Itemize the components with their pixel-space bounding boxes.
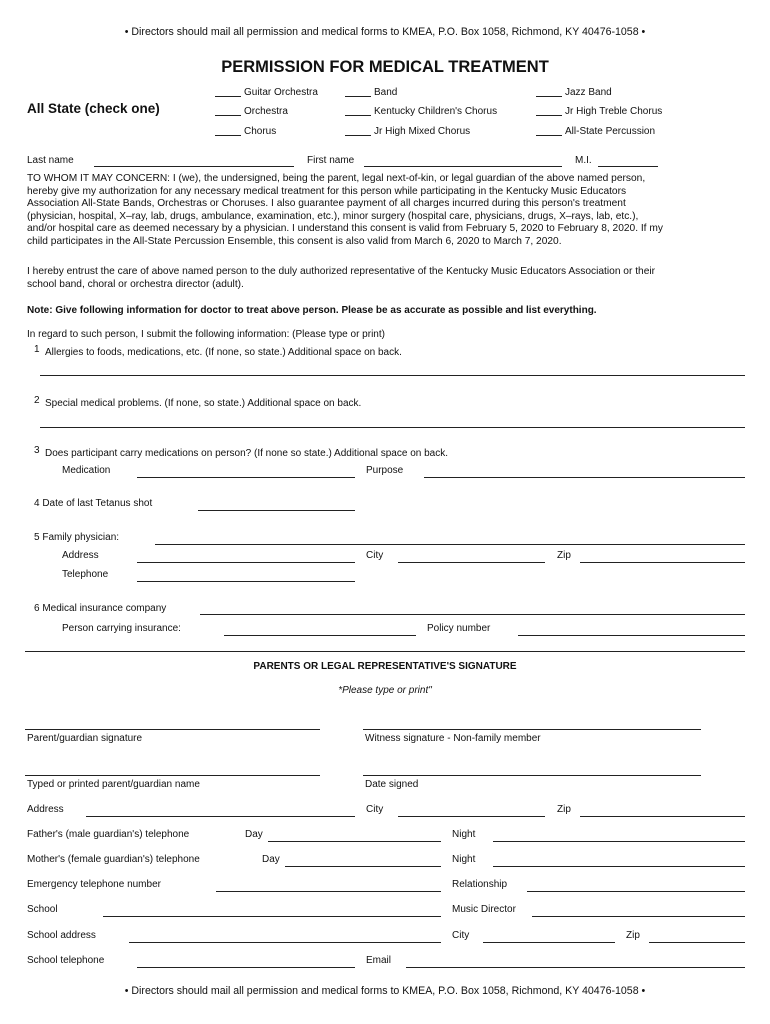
parent-zip-label: Zip bbox=[557, 804, 571, 815]
school-city-label: City bbox=[452, 930, 470, 941]
emergency-telephone-field[interactable] bbox=[216, 891, 441, 892]
consent-paragraph: TO WHOM IT MAY CONCERN: I (we), the undersigned, being the parent, legal next-of-kin, or legal guardian of the above named person, hereby give my authorization for any necessary medical treatment for this person while participating in the Kentucky Music Educators Association All-State Bands, Orchestras or Choruses. I also guarantee payment of all charges incurred during this person's treatment (physician, hospital, X–ray, lab, drugs, ambulance, examination, etc.), minor surgery (hospital care, physicians, drugs, X–rays, lab, etc.), and/or hospital care as deemed necessary by a physician. I understand this consent is valid from February 5, 2020 to February 8, 2020. If my child participates in the All-State Percussion Ensemble, this consent is also valid from March 6, 2020 to March 7, 2020. bbox=[27, 173, 663, 247]
witness-signature-label: Witness signature - Non-family member bbox=[365, 733, 541, 744]
father-night-field[interactable] bbox=[493, 841, 745, 842]
option-jazz-band[interactable]: Jazz Band bbox=[536, 87, 612, 98]
signature-subheading: *Please type or print" bbox=[338, 685, 432, 696]
medical-problems-field[interactable] bbox=[40, 427, 745, 428]
emergency-telephone-label: Emergency telephone number bbox=[27, 879, 161, 890]
father-day-label: Day bbox=[245, 829, 263, 840]
purpose-field[interactable] bbox=[424, 477, 745, 478]
mi-field[interactable] bbox=[598, 166, 658, 167]
q5-label: 5 Family physician: bbox=[34, 532, 120, 543]
q1-number: 1 bbox=[34, 344, 40, 355]
medication-field[interactable] bbox=[137, 477, 355, 478]
all-state-label: All State (check one) bbox=[27, 101, 160, 116]
school-address-field[interactable] bbox=[129, 942, 441, 943]
q1-label: Allergies to foods, medications, etc. (If none, so state.) Additional space on back. bbox=[45, 347, 402, 358]
parent-address-field[interactable] bbox=[86, 816, 355, 817]
physician-city-field[interactable] bbox=[398, 562, 545, 563]
school-zip-field[interactable] bbox=[649, 942, 745, 943]
q3-label: Does participant carry medications on person? (If none so state.) Additional space on back. bbox=[45, 448, 449, 459]
first-name-field[interactable] bbox=[364, 166, 562, 167]
last-name-field[interactable] bbox=[94, 166, 294, 167]
option-jr-high-mixed-chorus[interactable]: Jr High Mixed Chorus bbox=[345, 126, 470, 137]
parent-signature-label: Parent/guardian signature bbox=[27, 733, 143, 744]
note-text: Note: Give following information for doctor to treat above person. Please be as accurate as possible and list everything. bbox=[27, 305, 597, 316]
physician-telephone-label: Telephone bbox=[62, 569, 109, 580]
physician-zip-field[interactable] bbox=[580, 562, 745, 563]
person-carrying-field[interactable] bbox=[224, 635, 416, 636]
email-field[interactable] bbox=[406, 967, 745, 968]
date-signed-label: Date signed bbox=[365, 779, 419, 790]
parent-signature-field[interactable] bbox=[25, 729, 320, 730]
person-carrying-label: Person carrying insurance: bbox=[62, 623, 181, 634]
mother-telephone-label: Mother's (female guardian's) telephone bbox=[27, 854, 200, 865]
school-telephone-field[interactable] bbox=[137, 967, 355, 968]
physician-city-label: City bbox=[366, 550, 384, 561]
allergies-field[interactable] bbox=[40, 375, 745, 376]
school-city-field[interactable] bbox=[483, 942, 615, 943]
policy-number-field[interactable] bbox=[518, 635, 745, 636]
intro-text: In regard to such person, I submit the following information: (Please type or print) bbox=[27, 329, 385, 340]
purpose-label: Purpose bbox=[366, 465, 404, 476]
mother-day-label: Day bbox=[262, 854, 280, 865]
typed-name-label: Typed or printed parent/guardian name bbox=[27, 779, 200, 790]
parent-city-label: City bbox=[366, 804, 384, 815]
q4-label: 4 Date of last Tetanus shot bbox=[34, 498, 153, 509]
school-zip-label: Zip bbox=[626, 930, 640, 941]
medication-label: Medication bbox=[62, 465, 111, 476]
q6-label: 6 Medical insurance company bbox=[34, 603, 167, 614]
option-kentucky-childrens-chorus[interactable]: Kentucky Children's Chorus bbox=[345, 106, 497, 117]
school-field[interactable] bbox=[103, 916, 441, 917]
option-chorus[interactable]: Chorus bbox=[215, 126, 276, 137]
header-note: • Directors should mail all permission and medical forms to KMEA, P.O. Box 1058, Richmond, KY 40476-1058 • bbox=[124, 26, 646, 38]
policy-number-label: Policy number bbox=[427, 623, 491, 634]
footer-note: • Directors should mail all permission and medical forms to KMEA, P.O. Box 1058, Richmond, KY 40476-1058 • bbox=[124, 985, 646, 997]
mother-night-label: Night bbox=[452, 854, 476, 865]
parent-zip-field[interactable] bbox=[580, 816, 745, 817]
physician-address-label: Address bbox=[62, 550, 99, 561]
mother-day-field[interactable] bbox=[285, 866, 441, 867]
option-all-state-percussion[interactable]: All-State Percussion bbox=[536, 126, 655, 137]
physician-address-field[interactable] bbox=[137, 562, 355, 563]
witness-signature-field[interactable] bbox=[363, 729, 701, 730]
date-signed-field[interactable] bbox=[363, 775, 701, 776]
mi-label: M.I. bbox=[575, 155, 592, 166]
father-night-label: Night bbox=[452, 829, 476, 840]
school-address-label: School address bbox=[27, 930, 96, 941]
option-guitar-orchestra[interactable]: Guitar Orchestra bbox=[215, 87, 318, 98]
email-label: Email bbox=[366, 955, 392, 966]
father-telephone-label: Father's (male guardian's) telephone bbox=[27, 829, 190, 840]
section-divider bbox=[25, 651, 745, 652]
entrust-paragraph: I hereby entrust the care of above named person to the duly authorized representative of the Kentucky Music Educators Association or their school band, choral or orchestra director (adult). bbox=[27, 266, 656, 290]
typed-name-field[interactable] bbox=[25, 775, 320, 776]
music-director-label: Music Director bbox=[452, 904, 516, 915]
parent-city-field[interactable] bbox=[398, 816, 545, 817]
signature-heading: PARENTS OR LEGAL REPRESENTATIVE'S SIGNATURE bbox=[253, 661, 517, 672]
option-orchestra[interactable]: Orchestra bbox=[215, 106, 288, 117]
option-jr-high-treble-chorus[interactable]: Jr High Treble Chorus bbox=[536, 106, 662, 117]
school-telephone-label: School telephone bbox=[27, 955, 105, 966]
insurance-company-field[interactable] bbox=[200, 614, 745, 615]
q2-number: 2 bbox=[34, 395, 40, 406]
page-title: PERMISSION FOR MEDICAL TREATMENT bbox=[221, 58, 549, 76]
last-name-label: Last name bbox=[27, 155, 74, 166]
first-name-label: First name bbox=[307, 155, 355, 166]
music-director-field[interactable] bbox=[532, 916, 745, 917]
physician-zip-label: Zip bbox=[557, 550, 571, 561]
q2-label: Special medical problems. (If none, so state.) Additional space on back. bbox=[45, 398, 362, 409]
family-physician-field[interactable] bbox=[155, 544, 745, 545]
tetanus-date-field[interactable] bbox=[198, 510, 355, 511]
father-day-field[interactable] bbox=[268, 841, 441, 842]
physician-telephone-field[interactable] bbox=[137, 581, 355, 582]
option-band[interactable]: Band bbox=[345, 87, 397, 98]
relationship-label: Relationship bbox=[452, 879, 508, 890]
parent-address-label: Address bbox=[27, 804, 64, 815]
q3-number: 3 bbox=[34, 445, 40, 456]
relationship-field[interactable] bbox=[527, 891, 745, 892]
school-label: School bbox=[27, 904, 58, 915]
mother-night-field[interactable] bbox=[493, 866, 745, 867]
